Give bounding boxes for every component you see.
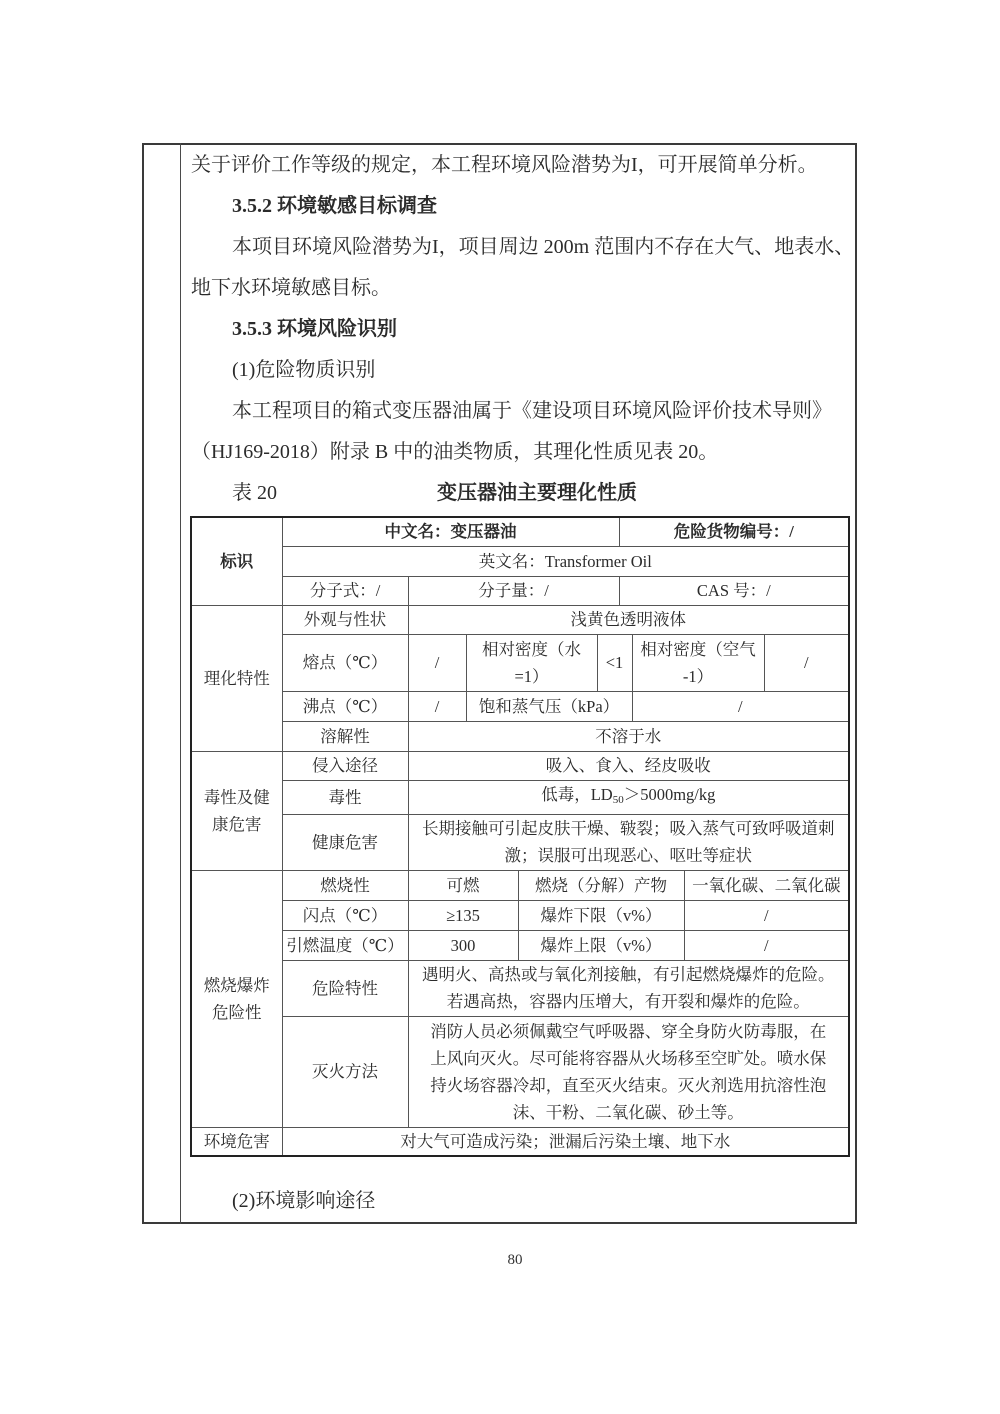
environmental-hazard-value: 对大气可造成污染；泄漏后污染土壤、地下水 [282, 1127, 849, 1156]
section-heading-3-5-3: 3.5.3 环境风险识别 [232, 318, 397, 340]
label-line: =1） [514, 666, 549, 686]
flash-point-label: 闪点（℃） [282, 900, 408, 930]
toxicity-value [408, 780, 849, 814]
text-line: 沫、干粉、二氧化碳、砂土等。 [512, 1102, 744, 1122]
environmental-hazard-label: 环境危害 [191, 1127, 282, 1156]
combustion-products-value: 一氧化碳、二氧化碳 [684, 870, 849, 900]
paragraph-line: 本项目环境风险潜势为I，项目周边 200m 范围内不存在大气、地表水、 [232, 236, 855, 258]
paragraph-line: 本工程项目的箱式变压器油属于《建设项目环境风险评价技术导则》 [232, 400, 832, 422]
melting-point-label: 熔点（℃） [282, 634, 408, 691]
combustion-products-label: 燃烧（分解）产物 [518, 870, 684, 900]
boiling-point-label: 沸点（℃） [282, 691, 408, 721]
table-caption [191, 473, 853, 514]
table-row [191, 960, 849, 1016]
cas-number: CAS 号：/ [619, 576, 849, 605]
paragraph-line: 地下水环境敏感目标。 [191, 277, 391, 299]
extinguishing-method-value [408, 1016, 849, 1127]
label-line: 危险性 [212, 1002, 262, 1022]
health-hazard-value [408, 814, 849, 870]
text-line: 长期接触可引起皮肤干燥、皲裂；吸入蒸气可致呼吸道刺 [422, 819, 835, 838]
chinese-name: 中文名：变压器油 [282, 517, 619, 546]
page-number: 80 [507, 1252, 523, 1268]
label-line: 相对密度（空气 [640, 639, 756, 659]
table-row [191, 576, 849, 605]
text-line: 上风向灭火。尽可能将容器从火场移至空旷处。喷水保 [430, 1048, 827, 1068]
ignition-temperature-label: 引燃温度（℃） [282, 930, 408, 960]
flash-point-value: ≥135 [408, 900, 518, 930]
hazard-characteristics-label: 危险特性 [282, 960, 408, 1016]
exposure-route-label: 侵入途径 [282, 751, 408, 780]
frame-margin-divider [180, 143, 181, 1224]
paragraph-line: （HJ169-2018）附录 B 中的油类物质，其理化性质见表 20。 [191, 441, 719, 463]
table-row [191, 546, 849, 576]
table-row [191, 1016, 849, 1127]
table-row [191, 691, 849, 721]
identification-label: 标识 [191, 517, 282, 605]
boiling-point-value: / [408, 691, 466, 721]
extinguishing-method-label: 灭火方法 [282, 1016, 408, 1127]
density-air-label [632, 634, 764, 691]
label-line: -1） [682, 666, 714, 686]
physicochemical-label: 理化特性 [191, 605, 282, 751]
text-line: 消防人员必须佩戴空气呼吸器、穿全身防火防毒服，在 [430, 1021, 827, 1041]
table-row [191, 634, 849, 691]
vapor-pressure-label: 饱和蒸气压（kPa） [466, 691, 632, 721]
table-row [191, 605, 849, 634]
text-line: 若遇高热，容器内压增大，有开裂和爆炸的危险。 [446, 992, 810, 1011]
health-hazard-label: 健康危害 [282, 814, 408, 870]
label-line: 康危害 [212, 814, 262, 834]
table-number: 表 20 [232, 482, 277, 504]
density-air-value: / [764, 634, 849, 691]
label-line: 毒性及健 [203, 787, 270, 807]
table-row [191, 780, 849, 814]
ignition-temperature-value: 300 [408, 930, 518, 960]
label-line: 相对密度（水 [482, 639, 581, 659]
appearance-value: 浅黄色透明液体 [408, 605, 849, 634]
table-row [191, 870, 849, 900]
toxicity-label: 毒性 [282, 780, 408, 814]
table-row [191, 721, 849, 751]
lower-explosive-limit-value: / [684, 900, 849, 930]
table-row [191, 1127, 849, 1156]
text-line: 持火场容器冷却，直至灭火结束。灭火剂选用抗溶性泡 [430, 1075, 827, 1095]
fire-explosion-label [191, 870, 282, 1127]
lower-explosive-limit-label: 爆炸下限（v%） [518, 900, 684, 930]
appearance-label: 外观与性状 [282, 605, 408, 634]
melting-point-value: / [408, 634, 466, 691]
molecular-formula: 分子式：/ [282, 576, 408, 605]
toxicity-suffix: ＞5000mg/kg [623, 784, 716, 804]
exposure-route-value: 吸入、食入、经皮吸收 [408, 751, 849, 780]
page-content [191, 145, 853, 514]
table-row [191, 517, 849, 546]
properties-table [190, 516, 850, 1157]
subheading-environmental-pathway: (2)环境影响途径 [232, 1190, 376, 1212]
intro-paragraph-line: 关于评价工作等级的规定，本工程环境风险潜势为I，可开展简单分析。 [191, 154, 818, 176]
table-row [191, 751, 849, 780]
table-title: 变压器油主要理化性质 [437, 482, 637, 504]
density-water-label [466, 634, 597, 691]
vapor-pressure-value: / [632, 691, 849, 721]
text-line: 激；误服可出现恶心、呕吐等症状 [504, 846, 753, 865]
solubility-value: 不溶于水 [408, 721, 849, 751]
density-water-value: <1 [597, 634, 632, 691]
subheading-hazardous-substance: (1)危险物质识别 [232, 359, 376, 381]
table-row [191, 900, 849, 930]
text-line: 遇明火、高热或与氧化剂接触，有引起燃烧爆炸的危险。 [422, 965, 835, 984]
table-row [191, 814, 849, 870]
flammability-value: 可燃 [408, 870, 518, 900]
toxicity-prefix: 低毒，LD [541, 784, 613, 804]
ld50-subscript: 50 [612, 793, 624, 806]
molecular-weight: 分子量：/ [408, 576, 619, 605]
dangerous-goods-number: 危险货物编号：/ [619, 517, 849, 546]
upper-explosive-limit-value: / [684, 930, 849, 960]
flammability-label: 燃烧性 [282, 870, 408, 900]
english-name: 英文名：Transformer Oil [282, 546, 849, 576]
toxicity-health-label [191, 751, 282, 870]
upper-explosive-limit-label: 爆炸上限（v%） [518, 930, 684, 960]
table-row [191, 930, 849, 960]
section-heading-3-5-2: 3.5.2 环境敏感目标调查 [232, 195, 437, 217]
solubility-label: 溶解性 [282, 721, 408, 751]
hazard-characteristics-value [408, 960, 849, 1016]
label-line: 燃烧爆炸 [203, 975, 270, 995]
